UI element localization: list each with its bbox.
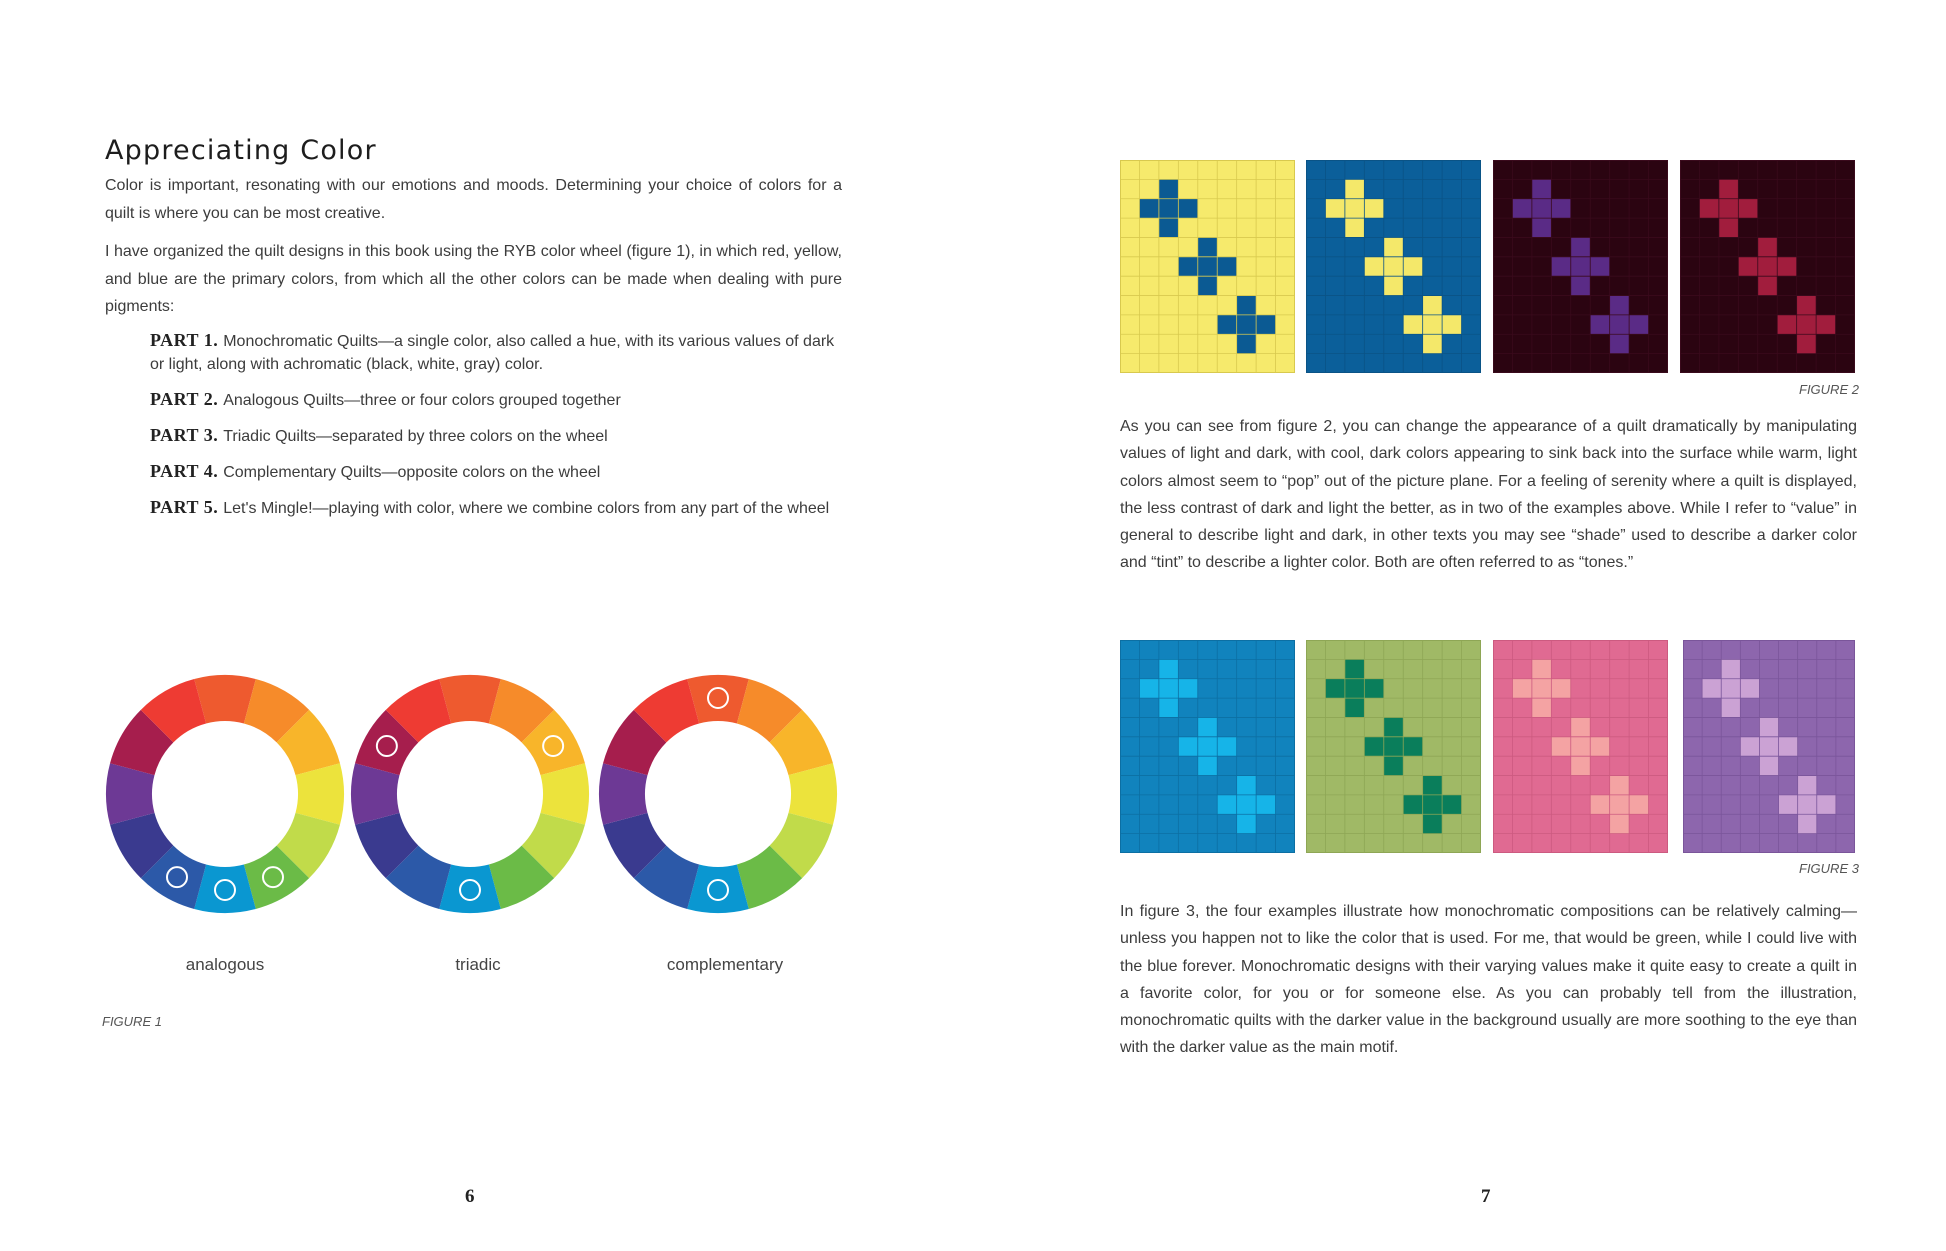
page-title: Appreciating Color [105, 135, 377, 166]
quilt-cross-block [1198, 237, 1217, 256]
figure-2-quilt-yellow [1120, 160, 1295, 373]
quilt-cross-block [1159, 679, 1178, 698]
quilt-cross-block [1423, 795, 1442, 814]
quilt-cross-block [1237, 795, 1256, 814]
right-page [973, 0, 1946, 1251]
part-text: Complementary Quilts—opposite colors on the wheel [223, 464, 601, 481]
quilt-cross-block [1345, 679, 1364, 698]
part-label: PART 2. [150, 389, 219, 409]
quilt-cross-block [1217, 315, 1236, 334]
quilt-cross-block [1384, 237, 1403, 256]
quilt-cross-block [1740, 737, 1759, 756]
figure-2-quilt-dark-red [1680, 160, 1855, 373]
quilt-cross-block [1610, 296, 1629, 315]
quilt-cross-block [1325, 199, 1344, 218]
figure-3-quilt-pink [1493, 640, 1668, 853]
page-number-left: 6 [465, 1186, 475, 1207]
quilt-cross-block [1758, 237, 1777, 256]
quilt-cross-block [1403, 315, 1422, 334]
quilt-cross-block [1719, 179, 1738, 198]
quilt-cross-block [1345, 698, 1364, 717]
quilt-cross-block [1551, 679, 1570, 698]
part-text: Analogous Quilts—three or four colors grouped together [223, 392, 621, 409]
quilt-cross-block [1532, 679, 1551, 698]
wheel-caption-complementary: complementary [666, 955, 784, 974]
complementary-color-wheel [598, 674, 838, 914]
quilt-cross-block [1178, 679, 1197, 698]
part-item [150, 329, 842, 376]
quilt-cross-block [1719, 199, 1738, 218]
quilt-cross-block [1403, 795, 1422, 814]
part-text: Triadic Quilts—separated by three colors on the wheel [223, 428, 608, 445]
quilt-cross-block [1571, 237, 1590, 256]
quilt-cross-block [1590, 257, 1609, 276]
quilt-cross-block [1571, 717, 1590, 736]
part-label: PART 1. [150, 330, 219, 350]
part-item [150, 388, 842, 412]
quilt-cross-block [1442, 315, 1461, 334]
quilt-cross-block [1159, 179, 1178, 198]
quilt-cross-block [1721, 679, 1740, 698]
quilt-cross-block [1610, 814, 1629, 833]
quilt-cross-block [1512, 679, 1531, 698]
figure-2-quilt-dark-purple [1493, 160, 1668, 373]
wheel-caption-analogous: analogous [185, 955, 265, 974]
quilt-cross-block [1423, 776, 1442, 795]
quilt-cross-block [1551, 199, 1570, 218]
quilt-cross-block [1532, 698, 1551, 717]
quilt-cross-block [1178, 257, 1197, 276]
quilt-cross-block [1198, 756, 1217, 775]
part-label: PART 3. [150, 425, 219, 445]
quilt-cross-block [1384, 276, 1403, 295]
quilt-cross-block [1779, 737, 1798, 756]
intro-paragraph-1: Color is important, resonating with our emotions and moods. Determining your choice of colors for a quilt is where you can be most creative. [105, 177, 842, 222]
quilt-cross-block [1571, 756, 1590, 775]
quilt-cross-block [1364, 679, 1383, 698]
quilt-cross-block [1403, 737, 1422, 756]
quilt-cross-block [1256, 315, 1275, 334]
quilt-cross-block [1610, 795, 1629, 814]
figure-2-label: FIGURE 2 [1799, 382, 1859, 397]
quilt-cross-block [1532, 659, 1551, 678]
figure-2-quilt-blue [1306, 160, 1481, 373]
quilt-cross-block [1403, 257, 1422, 276]
part-text: Monochromatic Quilts—a single color, also called a hue, with its various values of dark or light, along with achromatic (black, white, gray) color. [150, 333, 835, 373]
quilt-cross-block [1699, 199, 1718, 218]
quilt-cross-block [1571, 257, 1590, 276]
quilt-cross-block [1610, 315, 1629, 334]
quilt-cross-block [1237, 315, 1256, 334]
quilt-cross-block [1423, 814, 1442, 833]
quilt-cross-block [1721, 698, 1740, 717]
quilt-cross-block [1159, 218, 1178, 237]
quilt-cross-block [1217, 737, 1236, 756]
quilt-cross-block [1590, 795, 1609, 814]
quilt-cross-block [1139, 199, 1158, 218]
page-number-right: 7 [1481, 1186, 1491, 1207]
quilt-cross-block [1551, 737, 1570, 756]
quilt-cross-block [1759, 717, 1778, 736]
quilt-cross-block [1345, 218, 1364, 237]
part-item [150, 460, 842, 484]
quilt-cross-block [1442, 795, 1461, 814]
quilt-cross-block [1237, 334, 1256, 353]
quilt-cross-block [1551, 257, 1570, 276]
quilt-cross-block [1797, 296, 1816, 315]
quilt-cross-block [1384, 717, 1403, 736]
figure-2-paragraph: As you can see from figure 2, you can change the appearance of a quilt dramatically by manipulating values of light and dark, with cool, dark colors appearing to sink back into the surface while warm, light colors almost seem to “pop” out of the picture plane. For a feeling of serenity where a quilt is displayed, the less contrast of dark and light the better, as in two of the examples above. While I refer to “value” in general to describe light and dark, in other texts you may see “shade” used to describe a darker color and “tint” to describe a lighter color. Both are often referred to as “tones.” [1120, 418, 1857, 572]
quilt-cross-block [1777, 315, 1796, 334]
quilt-cross-block [1532, 199, 1551, 218]
quilt-cross-block [1384, 257, 1403, 276]
quilt-cross-block [1198, 276, 1217, 295]
quilt-cross-block [1719, 218, 1738, 237]
quilt-cross-block [1423, 296, 1442, 315]
quilt-cross-block [1423, 334, 1442, 353]
quilt-cross-block [1256, 795, 1275, 814]
quilt-cross-block [1759, 756, 1778, 775]
figure-3-paragraph: In figure 3, the four examples illustrate how monochromatic compositions can be relatively calming—unless you happen not to like the color that is used. For me, that would be green, while I could live with the blue forever. Monochromatic designs with their varying values make it quite easy to create a quilt in a favorite color, for you or for someone else. As you can probably tell from the illustration, monochromatic quilts with the darker value in the background usually are more soothing to the eye than with the darker value as the main motif. [1120, 903, 1857, 1057]
quilt-cross-block [1384, 737, 1403, 756]
quilt-cross-block [1798, 814, 1817, 833]
part-label: PART 5. [150, 497, 219, 517]
quilt-cross-block [1364, 257, 1383, 276]
quilt-cross-block [1178, 737, 1197, 756]
quilt-cross-block [1217, 795, 1236, 814]
quilt-cross-block [1740, 679, 1759, 698]
quilt-cross-block [1364, 737, 1383, 756]
quilt-cross-block [1345, 659, 1364, 678]
quilt-cross-block [1159, 698, 1178, 717]
quilt-cross-block [1512, 199, 1531, 218]
quilt-cross-block [1797, 315, 1816, 334]
part-item [150, 424, 842, 448]
quilt-cross-block [1758, 257, 1777, 276]
quilt-cross-block [1198, 717, 1217, 736]
quilt-cross-block [1610, 334, 1629, 353]
figure-3-quilt-purple [1683, 640, 1855, 853]
quilt-cross-block [1816, 315, 1835, 334]
quilt-cross-block [1237, 296, 1256, 315]
quilt-cross-block [1198, 257, 1217, 276]
quilt-cross-block [1198, 737, 1217, 756]
quilt-cross-block [1629, 795, 1648, 814]
quilt-cross-block [1590, 737, 1609, 756]
quilt-cross-block [1325, 679, 1344, 698]
quilt-cross-block [1817, 795, 1836, 814]
figure-3-label: FIGURE 3 [1799, 861, 1859, 876]
quilt-cross-block [1702, 679, 1721, 698]
analogous-color-wheel [105, 674, 345, 914]
quilt-cross-block [1178, 199, 1197, 218]
quilt-cross-block [1159, 659, 1178, 678]
quilt-cross-block [1738, 257, 1757, 276]
quilt-cross-block [1571, 276, 1590, 295]
quilt-cross-block [1364, 199, 1383, 218]
quilt-cross-block [1721, 659, 1740, 678]
quilt-cross-block [1759, 737, 1778, 756]
quilt-cross-block [1777, 257, 1796, 276]
quilt-cross-block [1139, 679, 1158, 698]
quilt-cross-block [1384, 756, 1403, 775]
part-text: Let's Mingle!—playing with color, where we combine colors from any part of the wheel [223, 500, 830, 517]
quilt-cross-block [1571, 737, 1590, 756]
wheel-caption-triadic: triadic [455, 955, 501, 974]
quilt-cross-block [1738, 199, 1757, 218]
quilt-cross-block [1798, 795, 1817, 814]
quilt-cross-block [1532, 179, 1551, 198]
figure-3-quilt-blue [1120, 640, 1295, 853]
quilt-cross-block [1237, 776, 1256, 795]
quilt-cross-block [1532, 218, 1551, 237]
part-item [150, 496, 842, 520]
quilt-cross-block [1345, 179, 1364, 198]
quilt-cross-block [1423, 315, 1442, 334]
intro-paragraph-2: I have organized the quilt designs in this book using the RYB color wheel (figure 1), in which red, yellow, and blue are the primary colors, from which all the other colors can be made when dealing with pure pigments: [105, 243, 842, 315]
part-label: PART 4. [150, 461, 219, 481]
quilt-cross-block [1590, 315, 1609, 334]
quilt-cross-block [1797, 334, 1816, 353]
quilt-cross-block [1629, 315, 1648, 334]
triadic-color-wheel [350, 674, 590, 914]
parts-list [150, 329, 842, 520]
figure-1-label: FIGURE 1 [102, 1014, 162, 1029]
quilt-cross-block [1779, 795, 1798, 814]
quilt-cross-block [1159, 199, 1178, 218]
quilt-cross-block [1610, 776, 1629, 795]
quilt-cross-block [1237, 814, 1256, 833]
quilt-cross-block [1345, 199, 1364, 218]
quilt-cross-block [1798, 776, 1817, 795]
figure-3-quilt-green [1306, 640, 1481, 853]
quilt-cross-block [1758, 276, 1777, 295]
quilt-cross-block [1217, 257, 1236, 276]
